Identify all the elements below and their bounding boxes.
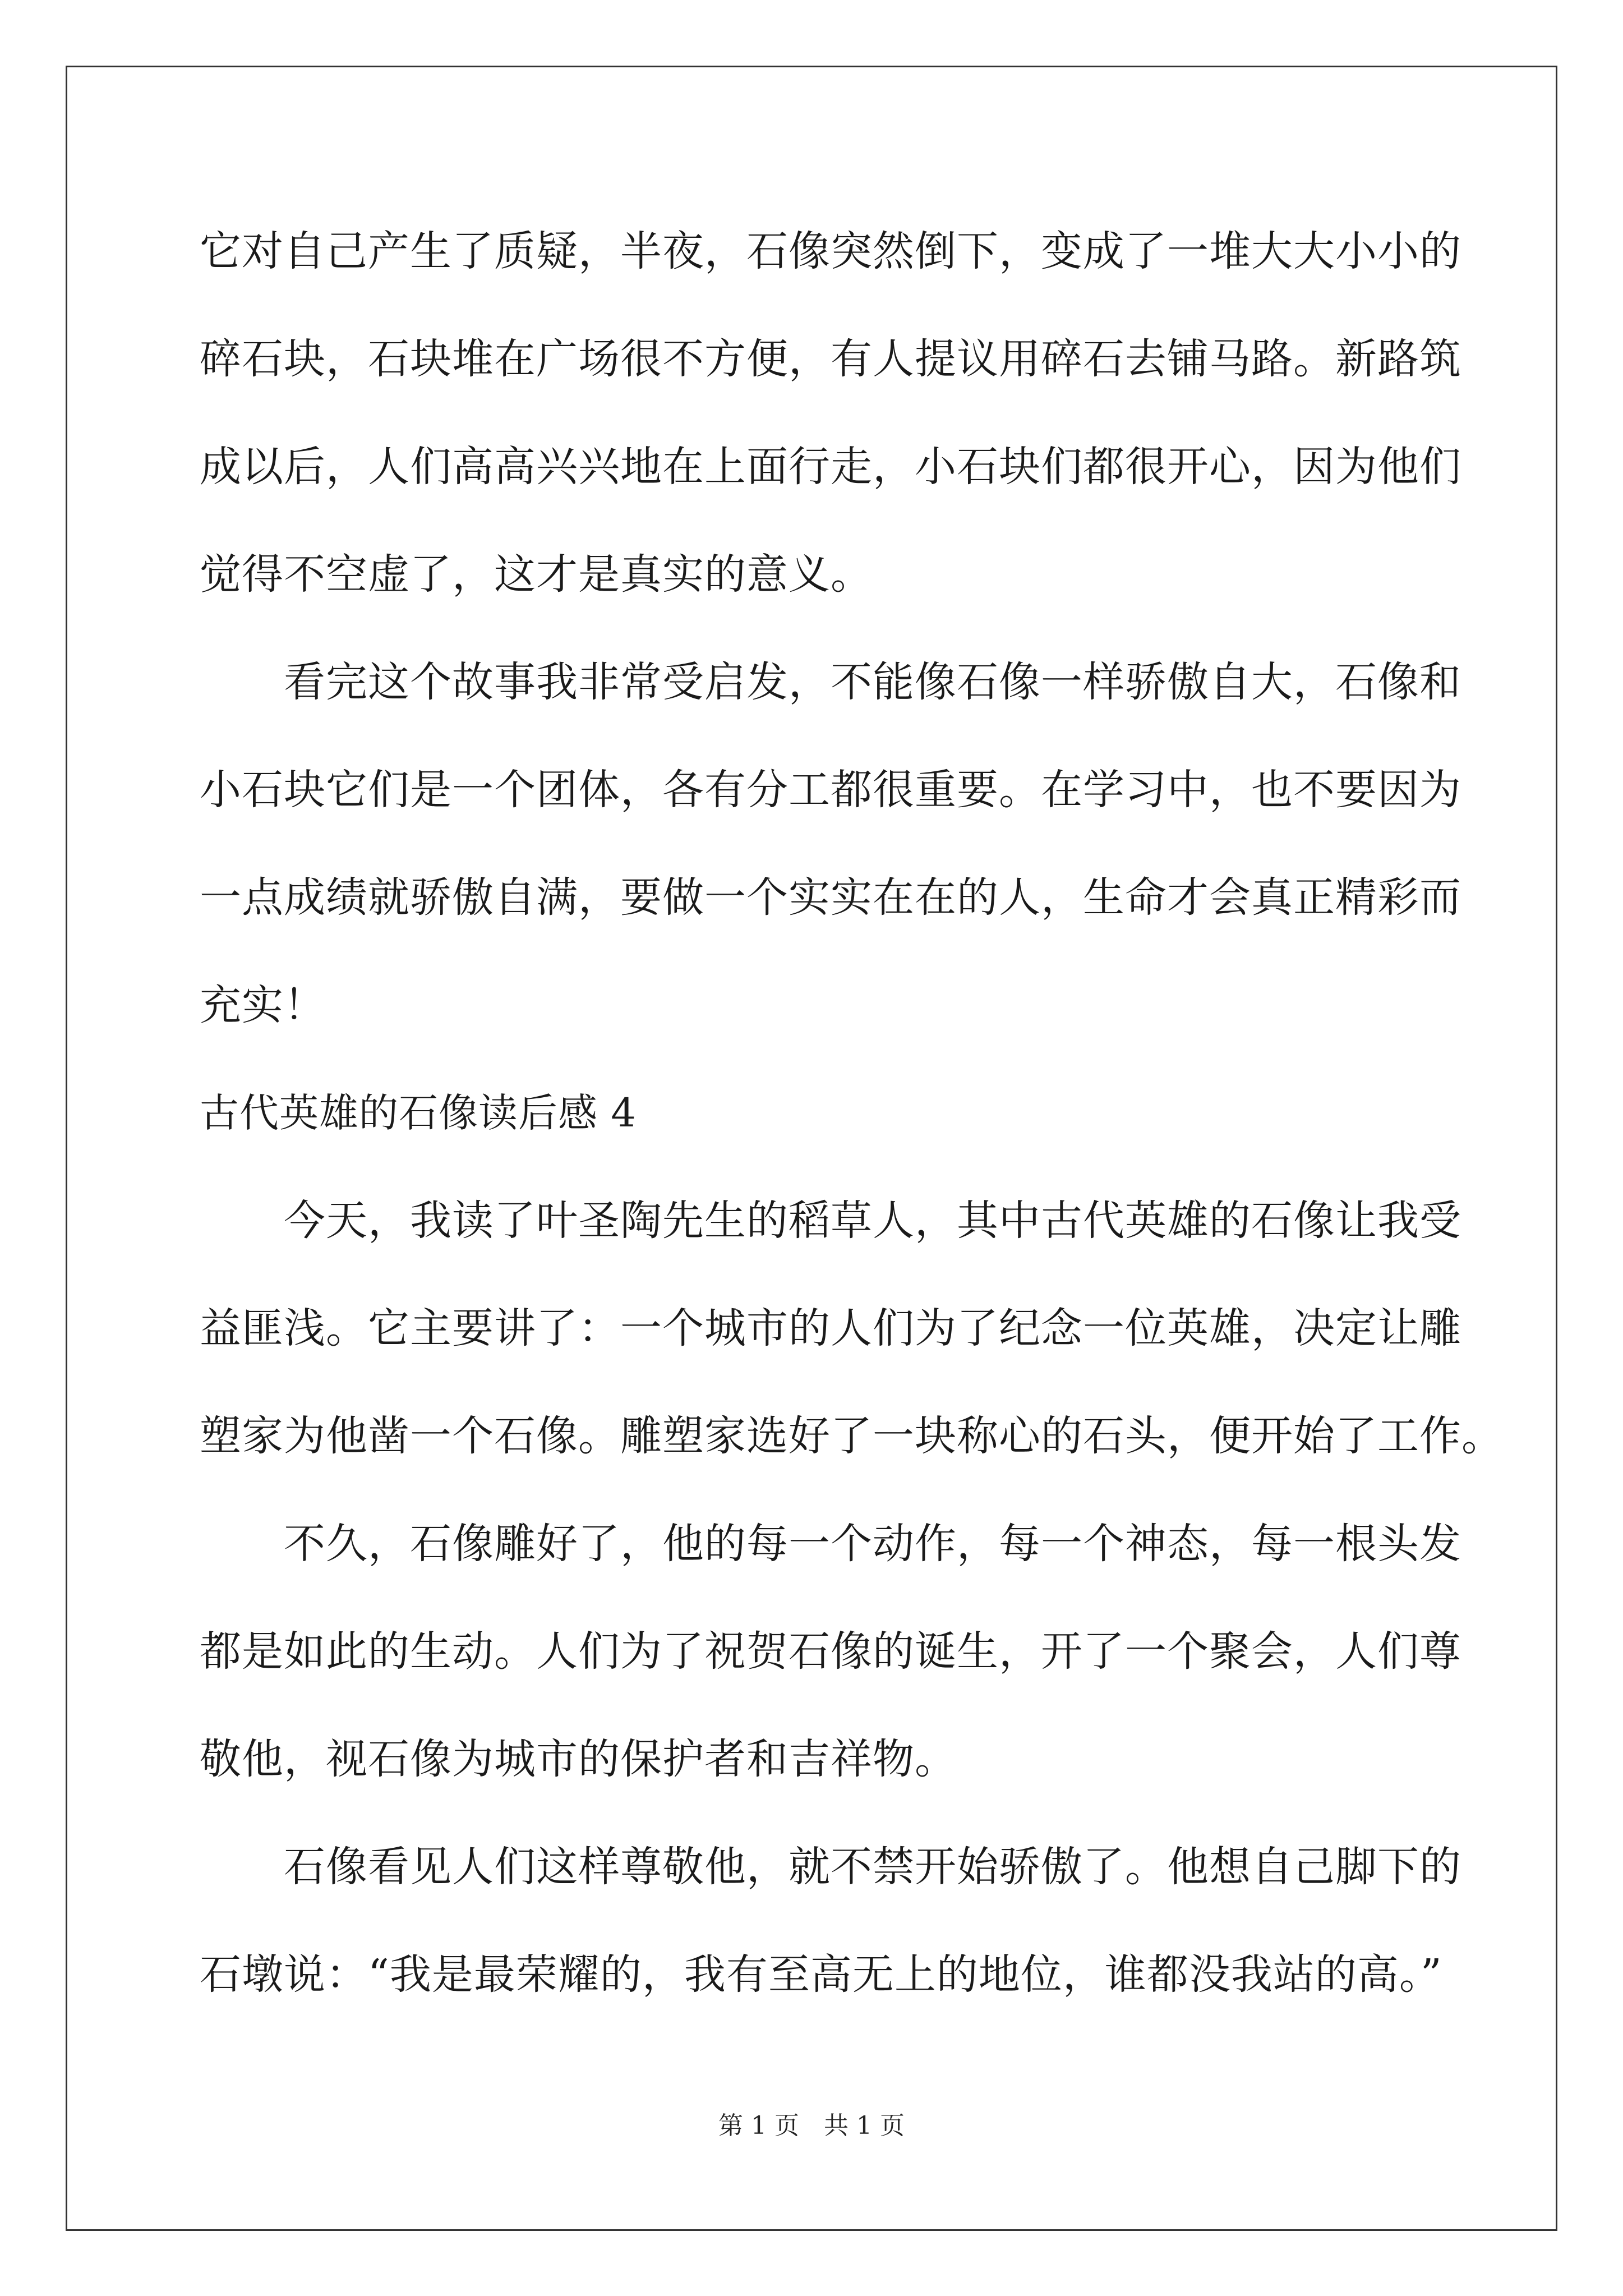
paragraph-first-line: 石像看见人们这样尊敬他，就不禁开始骄傲了。他想自己脚下的 [284,1843,1461,1891]
text-line: 一点成绩就骄傲自满，要做一个实实在在的人，生命才会真正精彩而 [200,873,1461,922]
paragraph-first-line: 不久，石像雕好了，他的每一个动作，每一个神态，每一根头发 [284,1520,1461,1568]
text-line: 成以后，人们高高兴兴地在上面行走，小石块们都很开心，因为他们 [200,443,1461,491]
text-line: 石墩说：“我是最荣耀的，我有至高无上的地位，谁都没我站的高。” [200,1950,1442,1999]
section-heading: 古代英雄的石像读后感 4 [200,1090,637,1136]
text-line: 益匪浅。它主要讲了：一个城市的人们为了纪念一位英雄，决定让雕 [200,1304,1461,1352]
text-line: 觉得不空虚了，这才是真实的意义。 [200,550,873,599]
text-line: 敬他，视石像为城市的保护者和吉祥物。 [200,1735,957,1783]
text-line: 小石块它们是一个团体，各有分工都很重要。在学习中，也不要因为 [200,766,1461,814]
text-line: 碎石块，石块堆在广场很不方便，有人提议用碎石去铺马路。新路筑 [200,335,1461,383]
text-line: 充实！ [200,981,326,1029]
text-line: 都是如此的生动。人们为了祝贺石像的诞生，开了一个聚会，人们尊 [200,1627,1461,1676]
paragraph-first-line: 今天，我读了叶圣陶先生的稻草人，其中古代英雄的石像让我受 [284,1197,1461,1245]
paragraph-first-line: 看完这个故事我非常受启发，不能像石像一样骄傲自大，石像和 [284,658,1461,706]
page-number-footer: 第 1 页 共 1 页 [718,2111,905,2140]
document-body [200,220,1504,2051]
text-line: 塑家为他凿一个石像。雕塑家选好了一块称心的石头，便开始了工作。 [200,1412,1504,1460]
text-line: 它对自己产生了质疑，半夜，石像突然倒下，变成了一堆大大小小的 [200,227,1461,275]
